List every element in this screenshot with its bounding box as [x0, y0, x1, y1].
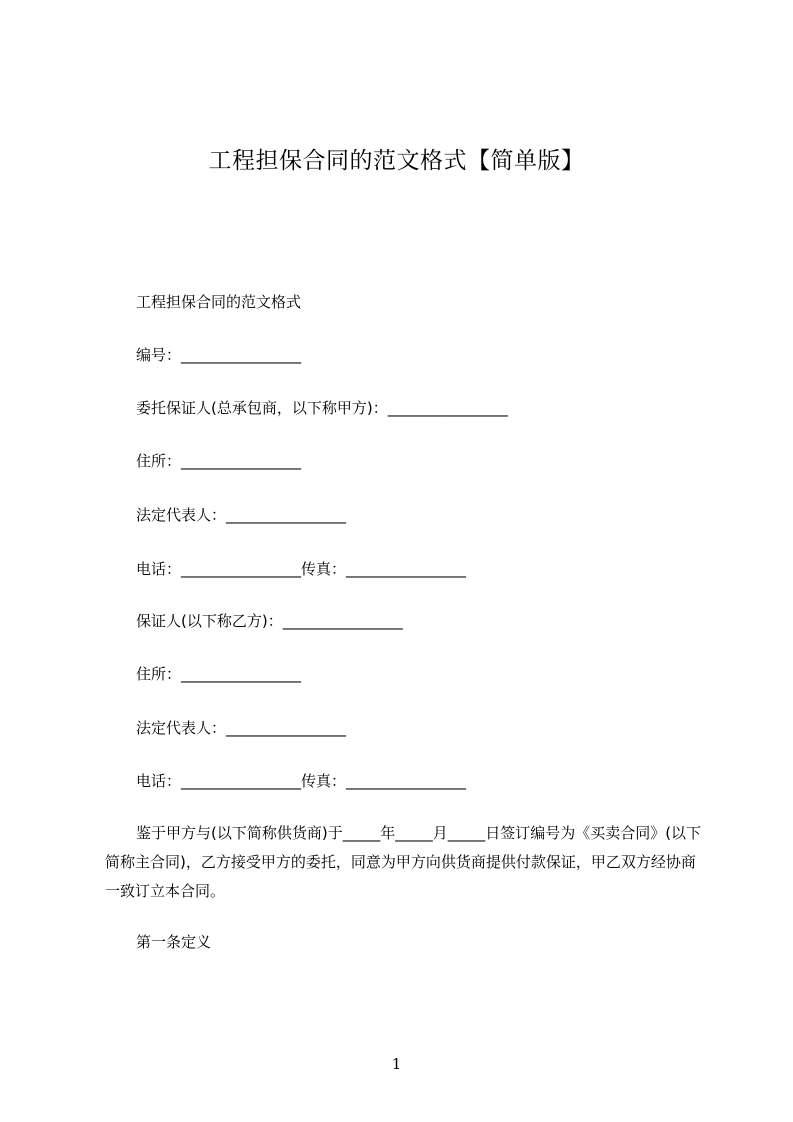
principal-address-field: 住所：________________: [136, 452, 302, 470]
principal-representative-field: 法定代表人：________________: [136, 506, 347, 524]
section-heading: 第一条定义: [136, 933, 212, 951]
document-subtitle: 工程担保合同的范文格式: [136, 293, 302, 311]
contract-number-field: 编号：________________: [136, 346, 302, 364]
guarantor-party-field: 保证人(以下称乙方)：________________: [136, 612, 403, 630]
page-number: 1: [391, 1055, 402, 1073]
preamble-paragraph: [105, 819, 705, 906]
principal-party-field: 委托保证人(总承包商，以下称甲方)：________________: [136, 399, 508, 417]
document-title: 工程担保合同的范文格式【简单版】: [208, 148, 585, 174]
principal-contact-field: 电话：________________传真：________________: [136, 560, 467, 578]
guarantor-representative-field: 法定代表人：________________: [136, 719, 347, 737]
preamble-text: 鉴于甲方与(以下简称供货商)于_____年_____月_____日签订编号为《买卖合同》(以下简称主合同)，乙方接受甲方的委托，同意为甲方向供货商提供付款保证，甲乙双方经协商一致订立本合同。: [105, 824, 702, 900]
guarantor-contact-field: 电话：________________传真：________________: [136, 772, 467, 790]
guarantor-address-field: 住所：________________: [136, 665, 302, 683]
